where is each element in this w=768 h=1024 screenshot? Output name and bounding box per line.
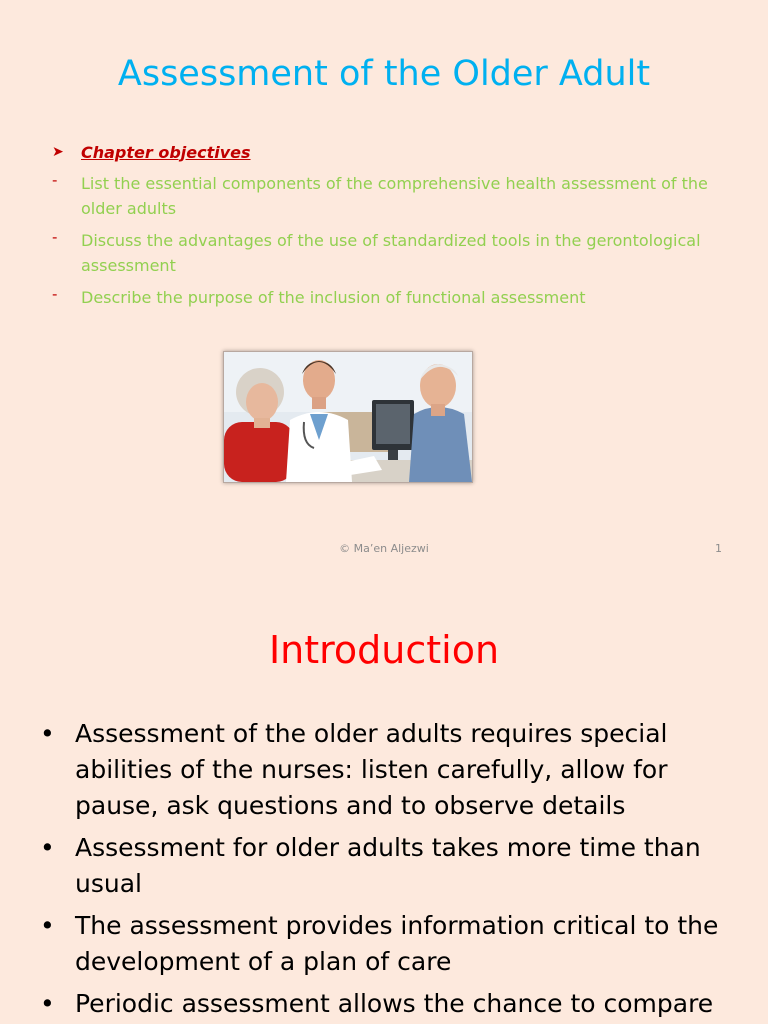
list-item (40, 908, 730, 980)
dash-bullet-icon: - (52, 228, 58, 246)
bullet-text: Periodic assessment allows the chance to compare (75, 989, 714, 1018)
list-item (40, 986, 730, 1022)
objective-item (52, 171, 742, 221)
bullet-icon: • (40, 719, 55, 748)
objective-item (52, 285, 742, 310)
bullet-icon: • (40, 989, 55, 1018)
objective-text: Describe the purpose of the inclusion of functional assessment (81, 288, 586, 307)
objective-text: Discuss the advantages of the use of standardized tools in the gerontological assessment (81, 231, 701, 275)
bullet-text: Assessment of the older adults requires special abilities of the nurses: listen carefully, allow for pause, ask questions and to observe details (75, 719, 668, 820)
page-number: 1 (715, 542, 722, 555)
introduction-bullet-list (40, 716, 730, 1024)
bullet-text: The assessment provides information critical to the development of a plan of care (75, 911, 719, 976)
slide-title: Assessment of the Older Adult (117, 54, 651, 94)
bullet-text: Assessment for older adults takes more time than usual (75, 833, 701, 898)
bullet-icon: • (40, 911, 55, 940)
arrow-bullet-icon: ➤ (52, 144, 64, 160)
bullet-icon: • (40, 833, 55, 862)
objectives-list (52, 140, 742, 310)
list-item (40, 716, 730, 824)
dash-bullet-icon: - (52, 285, 58, 303)
objective-text: List the essential components of the comprehensive health assessment of the older adults (81, 174, 708, 218)
list-item (40, 830, 730, 902)
objective-item (52, 228, 742, 278)
photo-illustration (224, 352, 472, 482)
objectives-heading: Chapter objectives (81, 142, 251, 162)
introduction-title: Introduction (268, 628, 500, 672)
doctor-consultation-photo (223, 351, 473, 483)
objectives-heading-row (52, 140, 742, 164)
dash-bullet-icon: - (52, 171, 58, 189)
footer-copyright: © Ma’en Aljezwi (339, 542, 429, 555)
